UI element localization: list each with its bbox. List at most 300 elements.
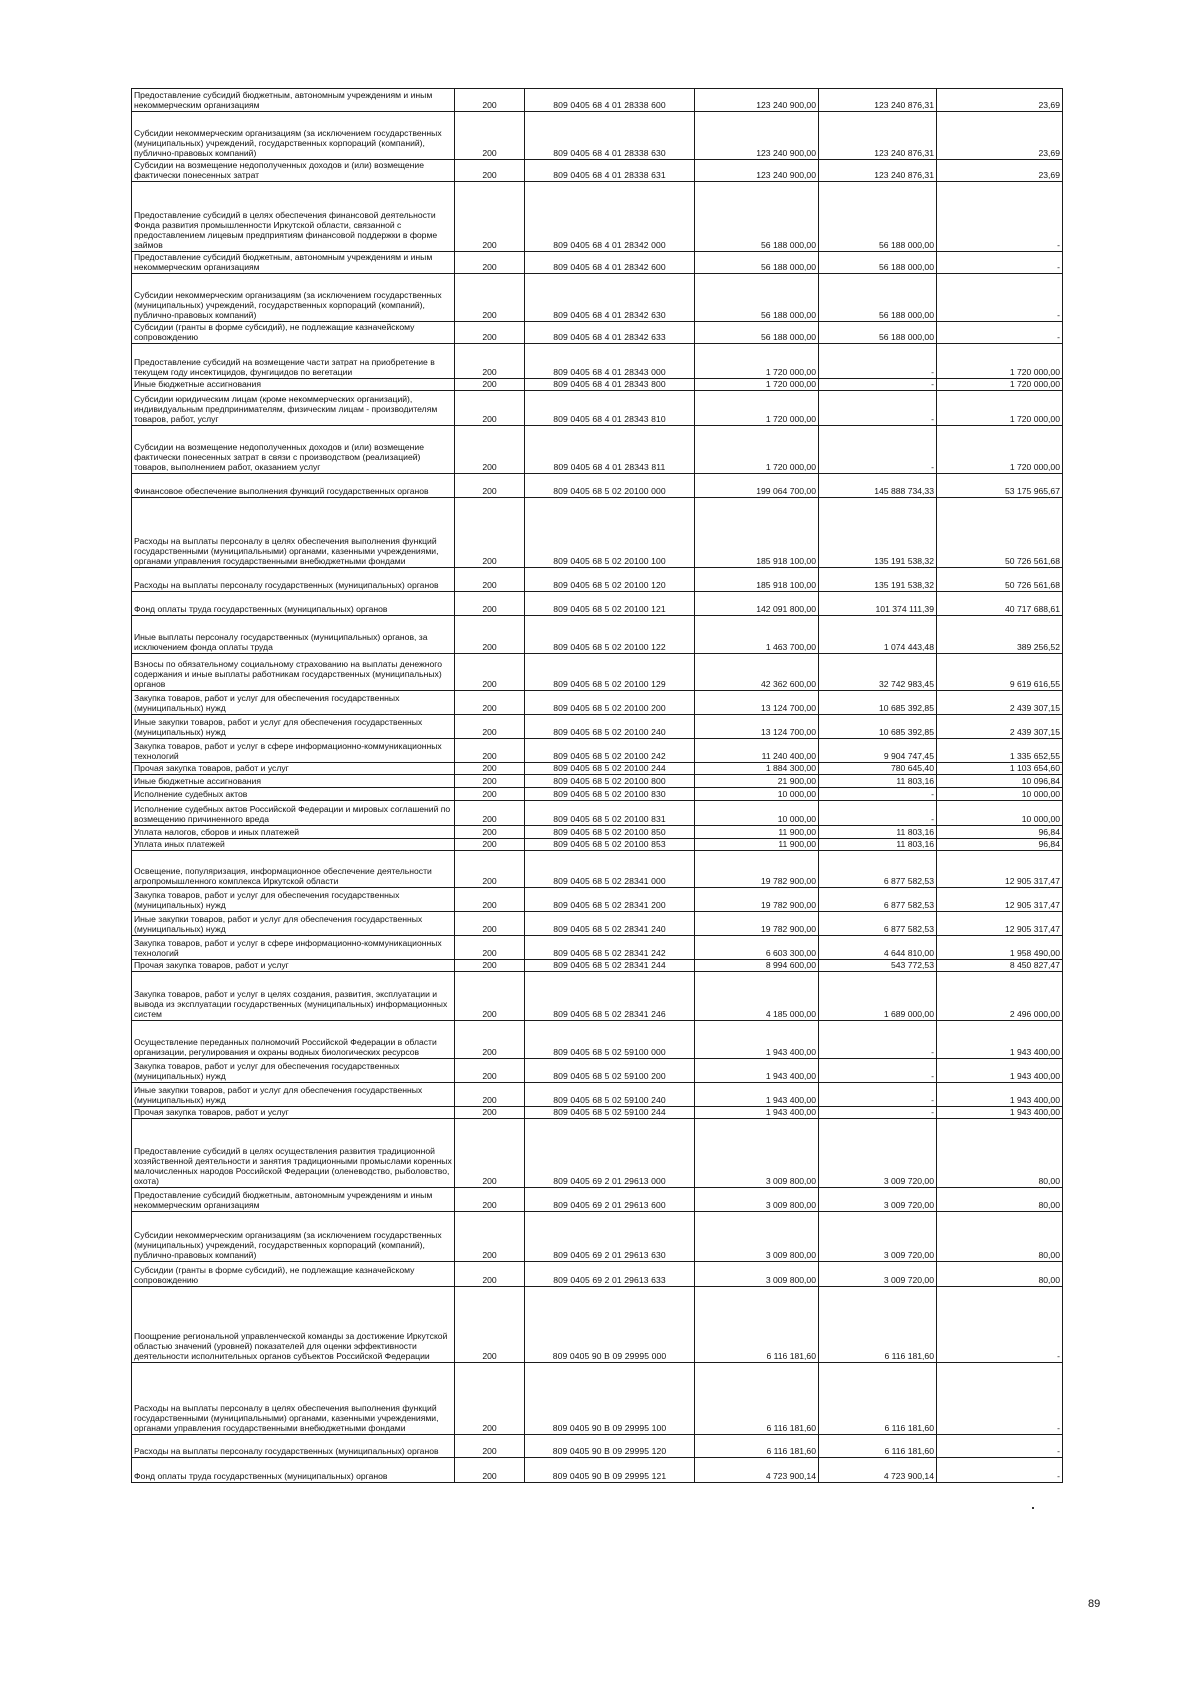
cell-classification-code: 809 0405 68 4 01 28342 630 <box>525 274 695 322</box>
cell-name: Освещение, популяризация, информационное обеспечение деятельности агропромышленного комплекса Иркутской области <box>132 851 455 888</box>
cell-approved-amount: 1 943 400,00 <box>695 1021 819 1059</box>
cell-executed-amount: 56 188 000,00 <box>819 252 937 274</box>
table-row <box>132 1083 1063 1107</box>
cell-unexecuted-amount: 23,69 <box>937 112 1063 160</box>
cell-approved-amount: 6 116 181,60 <box>695 1435 819 1458</box>
cell-approved-amount: 1 943 400,00 <box>695 1059 819 1083</box>
table-row <box>132 912 1063 936</box>
cell-executed-amount: 3 009 720,00 <box>819 1212 937 1262</box>
cell-line-code: 200 <box>455 972 525 1021</box>
cell-line-code: 200 <box>455 391 525 426</box>
table-row <box>132 775 1063 788</box>
table-row <box>132 592 1063 616</box>
cell-name: Исполнение судебных актов Российской Федерации и мировых соглашений по возмещению причиненного вреда <box>132 801 455 826</box>
cell-line-code: 200 <box>455 1363 525 1435</box>
cell-name: Осуществление переданных полномочий Российской Федерации в области организации, регулирования и охраны водных биологических ресурсов <box>132 1021 455 1059</box>
table-row <box>132 1458 1063 1483</box>
cell-line-code: 200 <box>455 826 525 839</box>
cell-classification-code: 809 0405 68 5 02 59100 000 <box>525 1021 695 1059</box>
cell-executed-amount: 123 240 876,31 <box>819 89 937 112</box>
cell-name: Уплата иных платежей <box>132 839 455 851</box>
cell-unexecuted-amount: 1 720 000,00 <box>937 391 1063 426</box>
cell-line-code: 200 <box>455 568 525 592</box>
cell-approved-amount: 123 240 900,00 <box>695 112 819 160</box>
cell-name: Взносы по обязательному социальному страхованию на выплаты денежного содержания и иные выплаты работникам государственных (муниципальных) органов <box>132 654 455 691</box>
cell-line-code: 200 <box>455 1262 525 1287</box>
table-row <box>132 379 1063 391</box>
cell-unexecuted-amount: 8 450 827,47 <box>937 960 1063 972</box>
cell-line-code: 200 <box>455 426 525 474</box>
cell-line-code: 200 <box>455 851 525 888</box>
cell-classification-code: 809 0405 68 5 02 20100 242 <box>525 739 695 763</box>
cell-line-code: 200 <box>455 788 525 801</box>
cell-classification-code: 809 0405 68 4 01 28342 633 <box>525 322 695 344</box>
cell-executed-amount: 56 188 000,00 <box>819 182 937 252</box>
table-row <box>132 344 1063 379</box>
cell-classification-code: 809 0405 68 5 02 20100 830 <box>525 788 695 801</box>
scan-speck <box>1032 1507 1034 1509</box>
cell-executed-amount: 6 877 582,53 <box>819 851 937 888</box>
cell-line-code: 200 <box>455 1083 525 1107</box>
cell-classification-code: 809 0405 68 5 02 20100 122 <box>525 616 695 654</box>
cell-classification-code: 809 0405 68 5 02 20100 800 <box>525 775 695 788</box>
cell-name: Субсидии (гранты в форме субсидий), не подлежащие казначейскому сопровождению <box>132 1262 455 1287</box>
cell-executed-amount: 10 685 392,85 <box>819 691 937 715</box>
cell-line-code: 200 <box>455 1212 525 1262</box>
table-row <box>132 1119 1063 1188</box>
cell-unexecuted-amount: 53 175 965,67 <box>937 474 1063 498</box>
cell-executed-amount: 4 644 810,00 <box>819 936 937 960</box>
cell-name: Прочая закупка товаров, работ и услуг <box>132 1107 455 1119</box>
cell-line-code: 200 <box>455 1107 525 1119</box>
table-row <box>132 1188 1063 1212</box>
cell-unexecuted-amount: 80,00 <box>937 1262 1063 1287</box>
cell-unexecuted-amount: - <box>937 322 1063 344</box>
cell-name: Иные бюджетные ассигнования <box>132 775 455 788</box>
cell-name: Финансовое обеспечение выполнения функций государственных органов <box>132 474 455 498</box>
cell-executed-amount: 135 191 538,32 <box>819 498 937 568</box>
cell-unexecuted-amount: 12 905 317,47 <box>937 888 1063 912</box>
table-row <box>132 474 1063 498</box>
cell-executed-amount: 3 009 720,00 <box>819 1262 937 1287</box>
cell-line-code: 200 <box>455 344 525 379</box>
cell-executed-amount: 4 723 900,14 <box>819 1458 937 1483</box>
cell-line-code: 200 <box>455 1188 525 1212</box>
cell-classification-code: 809 0405 90 В 09 29995 120 <box>525 1435 695 1458</box>
cell-approved-amount: 13 124 700,00 <box>695 691 819 715</box>
cell-approved-amount: 19 782 900,00 <box>695 888 819 912</box>
cell-unexecuted-amount: 2 439 307,15 <box>937 715 1063 739</box>
cell-unexecuted-amount: 23,69 <box>937 89 1063 112</box>
cell-line-code: 200 <box>455 498 525 568</box>
cell-unexecuted-amount: 1 943 400,00 <box>937 1021 1063 1059</box>
cell-executed-amount: 11 803,16 <box>819 775 937 788</box>
cell-approved-amount: 6 116 181,60 <box>695 1363 819 1435</box>
cell-line-code: 200 <box>455 1059 525 1083</box>
cell-line-code: 200 <box>455 888 525 912</box>
cell-executed-amount: 6 116 181,60 <box>819 1363 937 1435</box>
table-row <box>132 936 1063 960</box>
cell-classification-code: 809 0405 69 2 01 29613 630 <box>525 1212 695 1262</box>
cell-classification-code: 809 0405 68 5 02 59100 244 <box>525 1107 695 1119</box>
cell-approved-amount: 1 720 000,00 <box>695 379 819 391</box>
cell-classification-code: 809 0405 68 5 02 20100 000 <box>525 474 695 498</box>
cell-line-code: 200 <box>455 715 525 739</box>
table-row <box>132 888 1063 912</box>
cell-name: Предоставление субсидий в целях осуществления развития традиционной хозяйственной деятельности и занятия традиционными промыслами коренных малочисленных народов Российской Федерации (оленеводство, рыболовство, охота) <box>132 1119 455 1188</box>
cell-unexecuted-amount: - <box>937 252 1063 274</box>
cell-executed-amount: 10 685 392,85 <box>819 715 937 739</box>
cell-classification-code: 809 0405 69 2 01 29613 000 <box>525 1119 695 1188</box>
cell-name: Поощрение региональной управленческой команды за достижение Иркутской областью значений (уровней) показателей для оценки эффективности деятельности исполнительных органов субъектов Российской Федерации <box>132 1287 455 1363</box>
cell-classification-code: 809 0405 68 4 01 28338 630 <box>525 112 695 160</box>
cell-classification-code: 809 0405 68 5 02 59100 240 <box>525 1083 695 1107</box>
cell-executed-amount: 56 188 000,00 <box>819 274 937 322</box>
cell-approved-amount: 1 943 400,00 <box>695 1083 819 1107</box>
cell-unexecuted-amount: 96,84 <box>937 826 1063 839</box>
cell-line-code: 200 <box>455 160 525 182</box>
cell-executed-amount: - <box>819 344 937 379</box>
cell-line-code: 200 <box>455 379 525 391</box>
cell-unexecuted-amount: 12 905 317,47 <box>937 912 1063 936</box>
cell-unexecuted-amount: 1 720 000,00 <box>937 426 1063 474</box>
cell-classification-code: 809 0405 68 5 02 20100 244 <box>525 763 695 775</box>
cell-approved-amount: 6 116 181,60 <box>695 1287 819 1363</box>
cell-unexecuted-amount: 1 103 654,60 <box>937 763 1063 775</box>
cell-executed-amount: 780 645,40 <box>819 763 937 775</box>
cell-approved-amount: 185 918 100,00 <box>695 568 819 592</box>
cell-name: Закупка товаров, работ и услуг в целях создания, развития, эксплуатации и вывода из эксплуатации государственных (муниципальных) информационных систем <box>132 972 455 1021</box>
table-row <box>132 426 1063 474</box>
cell-unexecuted-amount: - <box>937 1287 1063 1363</box>
cell-executed-amount: - <box>819 379 937 391</box>
cell-name: Иные выплаты персоналу государственных (муниципальных) органов, за исключением фонда оплаты труда <box>132 616 455 654</box>
cell-classification-code: 809 0405 68 4 01 28342 000 <box>525 182 695 252</box>
cell-approved-amount: 11 240 400,00 <box>695 739 819 763</box>
cell-name: Предоставление субсидий бюджетным, автономным учреждениям и иным некоммерческим организациям <box>132 89 455 112</box>
cell-line-code: 200 <box>455 274 525 322</box>
cell-approved-amount: 56 188 000,00 <box>695 322 819 344</box>
cell-approved-amount: 13 124 700,00 <box>695 715 819 739</box>
cell-line-code: 200 <box>455 322 525 344</box>
cell-line-code: 200 <box>455 763 525 775</box>
cell-approved-amount: 4 185 000,00 <box>695 972 819 1021</box>
cell-unexecuted-amount: 12 905 317,47 <box>937 851 1063 888</box>
cell-approved-amount: 3 009 800,00 <box>695 1188 819 1212</box>
expense-table <box>131 88 1063 1483</box>
cell-unexecuted-amount: 1 958 490,00 <box>937 936 1063 960</box>
cell-unexecuted-amount: 50 726 561,68 <box>937 568 1063 592</box>
cell-unexecuted-amount: 1 943 400,00 <box>937 1107 1063 1119</box>
cell-unexecuted-amount: - <box>937 182 1063 252</box>
table-row <box>132 691 1063 715</box>
cell-name: Уплата налогов, сборов и иных платежей <box>132 826 455 839</box>
cell-executed-amount: 123 240 876,31 <box>819 160 937 182</box>
cell-unexecuted-amount: - <box>937 1363 1063 1435</box>
cell-approved-amount: 56 188 000,00 <box>695 274 819 322</box>
cell-unexecuted-amount: 10 000,00 <box>937 788 1063 801</box>
table-row <box>132 1059 1063 1083</box>
cell-unexecuted-amount: 2 439 307,15 <box>937 691 1063 715</box>
cell-executed-amount: 6 877 582,53 <box>819 912 937 936</box>
table-row <box>132 839 1063 851</box>
cell-line-code: 200 <box>455 654 525 691</box>
cell-name: Субсидии некоммерческим организациям (за исключением государственных (муниципальных) учреждений, государственных корпораций (компаний), публично-правовых компаний) <box>132 1212 455 1262</box>
cell-unexecuted-amount: 9 619 616,55 <box>937 654 1063 691</box>
expense-table-body <box>132 89 1063 1483</box>
cell-executed-amount: 11 803,16 <box>819 839 937 851</box>
cell-classification-code: 809 0405 68 5 02 28341 000 <box>525 851 695 888</box>
cell-line-code: 200 <box>455 1287 525 1363</box>
cell-unexecuted-amount: 96,84 <box>937 839 1063 851</box>
cell-line-code: 200 <box>455 474 525 498</box>
cell-classification-code: 809 0405 68 4 01 28338 631 <box>525 160 695 182</box>
cell-executed-amount: - <box>819 788 937 801</box>
table-row <box>132 274 1063 322</box>
cell-classification-code: 809 0405 68 5 02 20100 100 <box>525 498 695 568</box>
cell-executed-amount: - <box>819 1021 937 1059</box>
table-row <box>132 89 1063 112</box>
cell-name: Расходы на выплаты персоналу в целях обеспечения выполнения функций государственными (муниципальными) органами, казенными учреждениями, органами управления государственными внебюджетными фондами <box>132 498 455 568</box>
cell-approved-amount: 11 900,00 <box>695 839 819 851</box>
cell-executed-amount: - <box>819 1107 937 1119</box>
table-row <box>132 960 1063 972</box>
cell-approved-amount: 123 240 900,00 <box>695 89 819 112</box>
cell-name: Предоставление субсидий бюджетным, автономным учреждениям и иным некоммерческим организациям <box>132 1188 455 1212</box>
cell-name: Расходы на выплаты персоналу государственных (муниципальных) органов <box>132 1435 455 1458</box>
cell-approved-amount: 11 900,00 <box>695 826 819 839</box>
cell-line-code: 200 <box>455 839 525 851</box>
cell-executed-amount: 11 803,16 <box>819 826 937 839</box>
cell-classification-code: 809 0405 90 В 09 29995 000 <box>525 1287 695 1363</box>
cell-executed-amount: 543 772,53 <box>819 960 937 972</box>
cell-line-code: 200 <box>455 912 525 936</box>
table-row <box>132 498 1063 568</box>
table-row <box>132 801 1063 826</box>
table-row <box>132 1435 1063 1458</box>
cell-approved-amount: 1 943 400,00 <box>695 1107 819 1119</box>
cell-line-code: 200 <box>455 592 525 616</box>
cell-approved-amount: 6 603 300,00 <box>695 936 819 960</box>
cell-approved-amount: 4 723 900,14 <box>695 1458 819 1483</box>
table-row <box>132 322 1063 344</box>
cell-executed-amount: 123 240 876,31 <box>819 112 937 160</box>
cell-name: Субсидии (гранты в форме субсидий), не подлежащие казначейскому сопровождению <box>132 322 455 344</box>
cell-approved-amount: 1 720 000,00 <box>695 391 819 426</box>
cell-unexecuted-amount: 23,69 <box>937 160 1063 182</box>
cell-name: Предоставление субсидий бюджетным, автономным учреждениям и иным некоммерческим организациям <box>132 252 455 274</box>
cell-approved-amount: 1 463 700,00 <box>695 616 819 654</box>
table-row <box>132 715 1063 739</box>
cell-executed-amount: 101 374 111,39 <box>819 592 937 616</box>
cell-classification-code: 809 0405 68 4 01 28338 600 <box>525 89 695 112</box>
table-row <box>132 826 1063 839</box>
cell-unexecuted-amount: 1 720 000,00 <box>937 344 1063 379</box>
table-row <box>132 1107 1063 1119</box>
cell-approved-amount: 199 064 700,00 <box>695 474 819 498</box>
cell-approved-amount: 10 000,00 <box>695 788 819 801</box>
cell-approved-amount: 1 720 000,00 <box>695 344 819 379</box>
cell-unexecuted-amount: 1 335 652,55 <box>937 739 1063 763</box>
cell-executed-amount: - <box>819 426 937 474</box>
cell-classification-code: 809 0405 68 5 02 28341 244 <box>525 960 695 972</box>
cell-executed-amount: - <box>819 391 937 426</box>
cell-executed-amount: 135 191 538,32 <box>819 568 937 592</box>
cell-executed-amount: - <box>819 1083 937 1107</box>
cell-executed-amount: 3 009 720,00 <box>819 1188 937 1212</box>
cell-approved-amount: 42 362 600,00 <box>695 654 819 691</box>
cell-unexecuted-amount: 80,00 <box>937 1212 1063 1262</box>
cell-executed-amount: 1 074 443,48 <box>819 616 937 654</box>
cell-line-code: 200 <box>455 112 525 160</box>
cell-line-code: 200 <box>455 1119 525 1188</box>
cell-classification-code: 809 0405 68 5 02 28341 240 <box>525 912 695 936</box>
cell-name: Субсидии на возмещение недополученных доходов и (или) возмещение фактически понесенных затрат в связи с производством (реализацией) товаров, выполнением работ, оказанием услуг <box>132 426 455 474</box>
cell-classification-code: 809 0405 69 2 01 29613 600 <box>525 1188 695 1212</box>
cell-name: Исполнение судебных актов <box>132 788 455 801</box>
cell-classification-code: 809 0405 68 4 01 28343 810 <box>525 391 695 426</box>
cell-line-code: 200 <box>455 182 525 252</box>
cell-unexecuted-amount: - <box>937 1435 1063 1458</box>
cell-approved-amount: 3 009 800,00 <box>695 1119 819 1188</box>
cell-unexecuted-amount: 389 256,52 <box>937 616 1063 654</box>
cell-name: Расходы на выплаты персоналу в целях обеспечения выполнения функций государственными (муниципальными) органами, казенными учреждениями, органами управления государственными внебюджетными фондами <box>132 1363 455 1435</box>
cell-unexecuted-amount: 10 096,84 <box>937 775 1063 788</box>
cell-name: Иные бюджетные ассигнования <box>132 379 455 391</box>
cell-approved-amount: 56 188 000,00 <box>695 182 819 252</box>
table-row <box>132 112 1063 160</box>
cell-executed-amount: 6 877 582,53 <box>819 888 937 912</box>
cell-unexecuted-amount: 1 720 000,00 <box>937 379 1063 391</box>
cell-approved-amount: 1 884 300,00 <box>695 763 819 775</box>
cell-approved-amount: 1 720 000,00 <box>695 426 819 474</box>
table-row <box>132 739 1063 763</box>
cell-unexecuted-amount: 1 943 400,00 <box>937 1083 1063 1107</box>
cell-name: Закупка товаров, работ и услуг для обеспечения государственных (муниципальных) нужд <box>132 888 455 912</box>
cell-name: Закупка товаров, работ и услуг в сфере информационно-коммуникационных технологий <box>132 936 455 960</box>
cell-classification-code: 809 0405 68 5 02 59100 200 <box>525 1059 695 1083</box>
cell-classification-code: 809 0405 68 4 01 28343 000 <box>525 344 695 379</box>
table-row <box>132 1262 1063 1287</box>
cell-executed-amount: 56 188 000,00 <box>819 322 937 344</box>
cell-classification-code: 809 0405 90 В 09 29995 100 <box>525 1363 695 1435</box>
cell-classification-code: 809 0405 69 2 01 29613 633 <box>525 1262 695 1287</box>
cell-executed-amount: 6 116 181,60 <box>819 1287 937 1363</box>
cell-unexecuted-amount: 1 943 400,00 <box>937 1059 1063 1083</box>
cell-line-code: 200 <box>455 616 525 654</box>
cell-executed-amount: 1 689 000,00 <box>819 972 937 1021</box>
cell-name: Закупка товаров, работ и услуг для обеспечения государственных (муниципальных) нужд <box>132 1059 455 1083</box>
cell-approved-amount: 19 782 900,00 <box>695 912 819 936</box>
table-row <box>132 788 1063 801</box>
cell-name: Иные закупки товаров, работ и услуг для обеспечения государственных (муниципальных) нужд <box>132 1083 455 1107</box>
cell-line-code: 200 <box>455 1435 525 1458</box>
table-row <box>132 252 1063 274</box>
cell-classification-code: 809 0405 68 5 02 20100 831 <box>525 801 695 826</box>
cell-name: Иные закупки товаров, работ и услуг для обеспечения государственных (муниципальных) нужд <box>132 715 455 739</box>
table-row <box>132 1021 1063 1059</box>
cell-unexecuted-amount: 80,00 <box>937 1188 1063 1212</box>
cell-name: Расходы на выплаты персоналу государственных (муниципальных) органов <box>132 568 455 592</box>
table-row <box>132 1287 1063 1363</box>
cell-approved-amount: 56 188 000,00 <box>695 252 819 274</box>
table-row <box>132 391 1063 426</box>
cell-executed-amount: 145 888 734,33 <box>819 474 937 498</box>
cell-name: Закупка товаров, работ и услуг в сфере информационно-коммуникационных технологий <box>132 739 455 763</box>
cell-line-code: 200 <box>455 252 525 274</box>
cell-name: Предоставление субсидий в целях обеспечения финансовой деятельности Фонда развития промышленности Иркутской области, связанной с предоставлением лицевым предприятиям финансовой поддержки в форме займов <box>132 182 455 252</box>
cell-line-code: 200 <box>455 1458 525 1483</box>
cell-approved-amount: 8 994 600,00 <box>695 960 819 972</box>
cell-executed-amount: - <box>819 1059 937 1083</box>
cell-classification-code: 809 0405 68 4 01 28343 800 <box>525 379 695 391</box>
cell-classification-code: 809 0405 68 5 02 20100 200 <box>525 691 695 715</box>
cell-classification-code: 809 0405 68 5 02 20100 853 <box>525 839 695 851</box>
cell-line-code: 200 <box>455 739 525 763</box>
cell-approved-amount: 3 009 800,00 <box>695 1212 819 1262</box>
cell-name: Прочая закупка товаров, работ и услуг <box>132 960 455 972</box>
cell-unexecuted-amount: - <box>937 1458 1063 1483</box>
cell-line-code: 200 <box>455 936 525 960</box>
cell-name: Субсидии юридическим лицам (кроме некоммерческих организаций), индивидуальным предпринимателям, физическим лицам - производителям товаров, работ, услуг <box>132 391 455 426</box>
cell-approved-amount: 185 918 100,00 <box>695 498 819 568</box>
cell-approved-amount: 21 900,00 <box>695 775 819 788</box>
cell-name: Предоставление субсидий на возмещение части затрат на приобретение в текущем году инсектицидов, фунгицидов по вегетации <box>132 344 455 379</box>
cell-unexecuted-amount: - <box>937 274 1063 322</box>
cell-line-code: 200 <box>455 1021 525 1059</box>
cell-line-code: 200 <box>455 89 525 112</box>
cell-classification-code: 809 0405 68 5 02 28341 200 <box>525 888 695 912</box>
cell-approved-amount: 3 009 800,00 <box>695 1262 819 1287</box>
cell-approved-amount: 142 091 800,00 <box>695 592 819 616</box>
cell-name: Закупка товаров, работ и услуг для обеспечения государственных (муниципальных) нужд <box>132 691 455 715</box>
cell-unexecuted-amount: 50 726 561,68 <box>937 498 1063 568</box>
cell-unexecuted-amount: 10 000,00 <box>937 801 1063 826</box>
cell-executed-amount: 6 116 181,60 <box>819 1435 937 1458</box>
cell-name: Иные закупки товаров, работ и услуг для обеспечения государственных (муниципальных) нужд <box>132 912 455 936</box>
page-number: 89 <box>1088 1598 1101 1610</box>
cell-approved-amount: 10 000,00 <box>695 801 819 826</box>
cell-classification-code: 809 0405 68 5 02 28341 246 <box>525 972 695 1021</box>
table-row <box>132 763 1063 775</box>
table-row <box>132 851 1063 888</box>
cell-classification-code: 809 0405 68 5 02 20100 121 <box>525 592 695 616</box>
cell-name: Фонд оплаты труда государственных (муниципальных) органов <box>132 592 455 616</box>
cell-executed-amount: 32 742 983,45 <box>819 654 937 691</box>
cell-executed-amount: 9 904 747,45 <box>819 739 937 763</box>
table-row <box>132 568 1063 592</box>
table-row <box>132 1212 1063 1262</box>
cell-classification-code: 809 0405 90 В 09 29995 121 <box>525 1458 695 1483</box>
cell-unexecuted-amount: 2 496 000,00 <box>937 972 1063 1021</box>
cell-name: Фонд оплаты труда государственных (муниципальных) органов <box>132 1458 455 1483</box>
cell-name: Прочая закупка товаров, работ и услуг <box>132 763 455 775</box>
cell-line-code: 200 <box>455 801 525 826</box>
cell-classification-code: 809 0405 68 5 02 20100 129 <box>525 654 695 691</box>
cell-line-code: 200 <box>455 960 525 972</box>
cell-line-code: 200 <box>455 691 525 715</box>
table-row <box>132 1363 1063 1435</box>
cell-name: Субсидии некоммерческим организациям (за исключением государственных (муниципальных) учреждений, государственных корпораций (компаний), публично-правовых компаний) <box>132 274 455 322</box>
table-row <box>132 654 1063 691</box>
cell-classification-code: 809 0405 68 5 02 20100 120 <box>525 568 695 592</box>
cell-name: Субсидии некоммерческим организациям (за исключением государственных (муниципальных) учреждений, государственных корпораций (компаний), публично-правовых компаний) <box>132 112 455 160</box>
table-row <box>132 972 1063 1021</box>
table-row <box>132 160 1063 182</box>
cell-classification-code: 809 0405 68 4 01 28342 600 <box>525 252 695 274</box>
cell-name: Субсидии на возмещение недополученных доходов и (или) возмещение фактически понесенных затрат <box>132 160 455 182</box>
table-row <box>132 616 1063 654</box>
